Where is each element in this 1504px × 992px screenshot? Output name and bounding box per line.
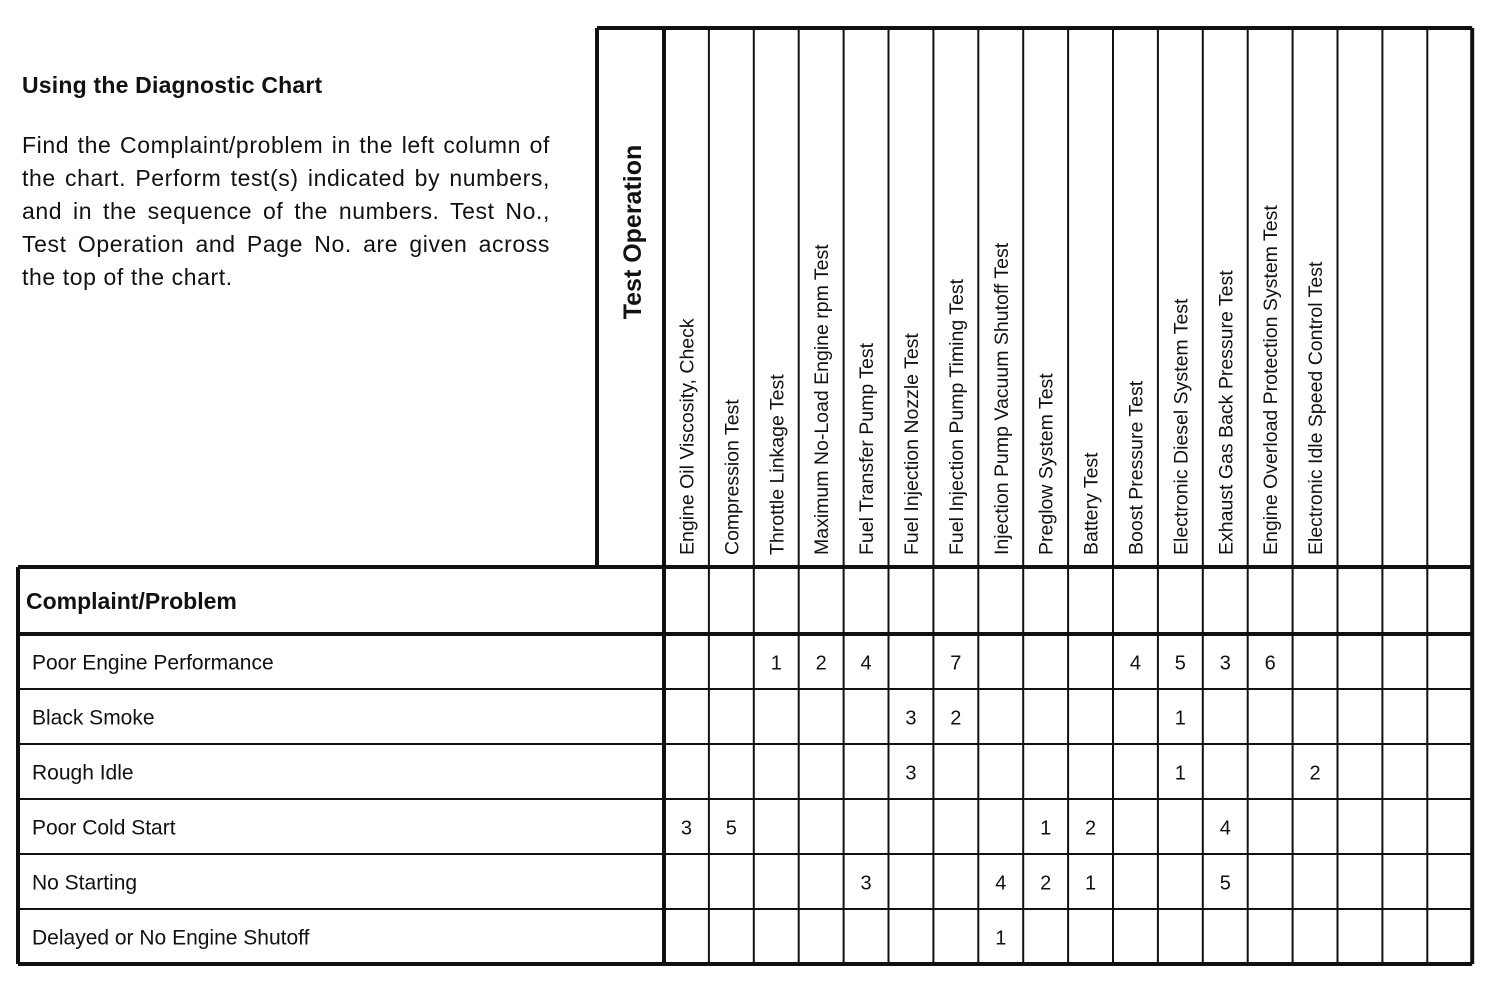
sequence-number: 3 — [680, 817, 693, 840]
chart-grid — [18, 28, 1472, 964]
column-header: Compression Test — [721, 399, 744, 555]
sequence-number: 3 — [905, 707, 917, 730]
column-header: Fuel Injection Pump Timing Test — [945, 278, 968, 555]
column-header: Fuel Injection Nozzle Test — [900, 333, 923, 555]
sequence-number: 2 — [1040, 872, 1052, 895]
sequence-number: 1 — [1040, 817, 1052, 840]
column-header: Electronic Idle Speed Control Test — [1305, 261, 1328, 555]
column-header: Battery Test — [1080, 452, 1103, 555]
instructions-body: Find the Complaint/problem in the left column of the chart. Perform test(s) indicated by numbers, and in the sequence of the numbers. Test No., Test Operation and Page No. are given across the top of the chart. — [22, 132, 550, 290]
column-header: Fuel Transfer Pump Test — [856, 342, 879, 555]
sequence-number: 1 — [1084, 872, 1097, 895]
sequence-number: 5 — [1219, 872, 1231, 895]
sequence-number: 1 — [1174, 707, 1186, 730]
column-header: Engine Oil Viscosity, Check — [676, 318, 699, 555]
sequence-number: 2 — [1084, 817, 1097, 840]
complaint-label: No Starting — [32, 871, 138, 895]
complaint-rows — [32, 652, 310, 950]
sequence-cells — [681, 653, 1321, 950]
sequence-number: 5 — [725, 817, 737, 840]
sequence-number: 4 — [860, 652, 872, 675]
test-operation-label: Test Operation — [619, 144, 647, 320]
instructions-title: Using the Diagnostic Chart — [22, 72, 323, 98]
sequence-number: 2 — [1309, 762, 1321, 785]
complaint-problem-label: Complaint/Problem — [26, 588, 237, 614]
complaint-label: Delayed or No Engine Shutoff — [32, 926, 310, 950]
sequence-number: 3 — [1219, 652, 1231, 675]
sequence-number: 4 — [995, 872, 1007, 895]
test-column-headers — [676, 205, 1327, 555]
sequence-number: 3 — [905, 762, 917, 785]
complaint-label: Rough Idle — [32, 761, 134, 785]
column-header: Injection Pump Vacuum Shutoff Test — [990, 242, 1013, 555]
sequence-number: 2 — [815, 652, 827, 675]
sequence-number: 2 — [950, 707, 962, 730]
column-header: Exhaust Gas Back Pressure Test — [1215, 270, 1238, 555]
sequence-number: 4 — [1219, 817, 1231, 840]
sequence-number: 5 — [1174, 652, 1186, 675]
complaint-label: Black Smoke — [32, 706, 155, 730]
sequence-number: 1 — [995, 927, 1007, 950]
column-header: Boost Pressure Test — [1125, 380, 1148, 555]
sequence-number: 1 — [770, 652, 782, 675]
complaint-label: Poor Engine Performance — [32, 651, 274, 675]
sequence-number: 7 — [950, 652, 962, 675]
column-header: Throttle Linkage Test — [766, 374, 789, 555]
column-header: Preglow System Test — [1035, 373, 1058, 555]
sequence-number: 1 — [1174, 762, 1186, 785]
sequence-number: 6 — [1264, 652, 1276, 675]
sequence-number: 3 — [860, 872, 872, 895]
column-header: Maximum No-Load Engine rpm Test — [811, 244, 834, 555]
column-header: Electronic Diesel System Test — [1170, 298, 1193, 555]
complaint-label: Poor Cold Start — [32, 816, 176, 840]
sequence-number: 4 — [1129, 652, 1142, 675]
column-header: Engine Overload Protection System Test — [1260, 205, 1283, 555]
